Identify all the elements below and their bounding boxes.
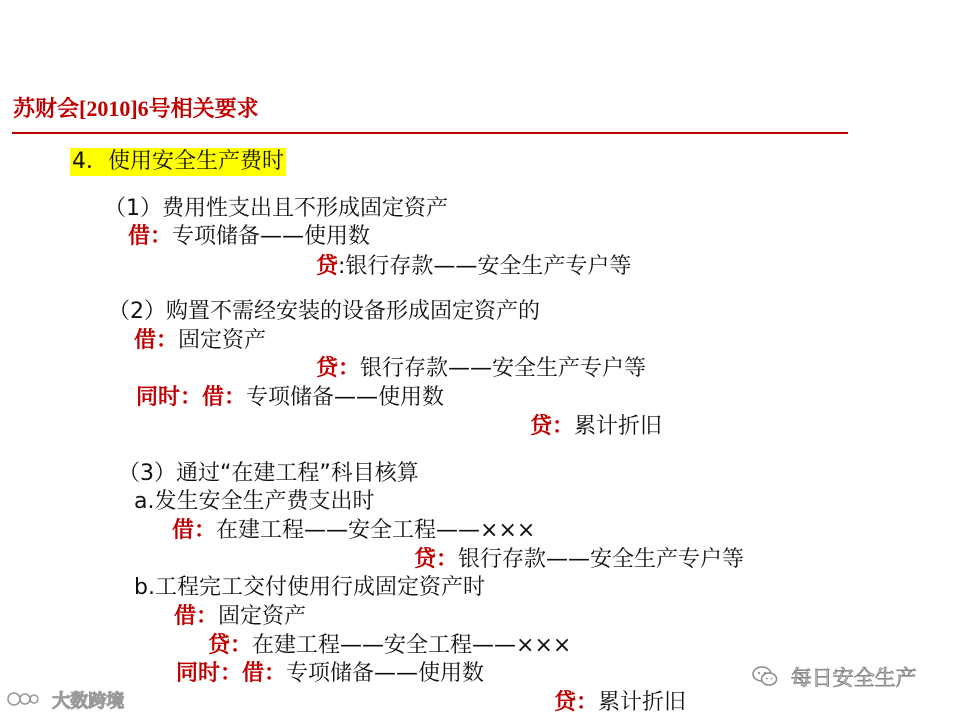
title-divider	[12, 132, 848, 134]
account-watermark	[752, 664, 917, 694]
also-label: 同时：借：	[136, 385, 247, 410]
item3-b-debit-line	[174, 604, 306, 630]
also-text: 专项储备——使用数	[286, 661, 485, 686]
credit-label: 贷：	[316, 356, 361, 381]
debit-label: 借：	[174, 604, 219, 629]
section-heading: 4．使用安全生产费时	[72, 149, 284, 174]
debit-text: 专项储备——使用数	[172, 224, 371, 249]
credit-text: :银行存款——安全生产专户等	[338, 254, 632, 279]
item3-b-heading: b.工程完工交付使用行成固定资产时	[134, 575, 485, 600]
item1-heading: （1）费用性支出且不形成固定资产	[104, 196, 448, 221]
debit-label: 借：	[172, 518, 217, 543]
credit-label: 贷：	[530, 414, 575, 439]
item3-a-heading: a.发生安全生产费支出时	[134, 489, 375, 514]
credit-text: 银行存款——安全生产专户等	[458, 547, 745, 572]
source-watermark	[6, 690, 124, 714]
also-text: 专项储备——使用数	[246, 385, 445, 410]
item2-heading: （2）购置不需经安装的设备形成固定资产的	[108, 299, 540, 324]
item3-b-credit-line	[208, 633, 571, 659]
credit-text: 累计折旧	[598, 690, 687, 715]
debit-label: 借：	[128, 224, 173, 249]
circle-logo-icon	[6, 690, 40, 714]
account-watermark-text: 每日安全生产	[790, 666, 917, 690]
item1-credit-line	[316, 254, 631, 280]
debit-text: 固定资产	[218, 604, 307, 629]
credit-text: 在建工程——安全工程——×××	[252, 633, 572, 658]
credit-label: 贷：	[414, 547, 459, 572]
item3-a-credit-line	[414, 547, 744, 573]
page-title: 苏财会[2010]6号相关要求	[13, 96, 259, 121]
debit-text: 在建工程——安全工程——×××	[216, 518, 536, 543]
wechat-icon	[752, 665, 778, 694]
item3-a-debit-line	[172, 518, 535, 544]
credit-label: 贷	[316, 254, 339, 279]
item3-b-also-credit-line	[554, 690, 686, 716]
source-watermark-text: 大数跨境	[52, 691, 125, 712]
debit-label: 借：	[134, 328, 179, 353]
item2-debit-line	[134, 328, 266, 354]
item3-heading: （3）通过“在建工程”科目核算	[118, 461, 419, 486]
credit-text: 累计折旧	[574, 414, 663, 439]
debit-text: 固定资产	[178, 328, 267, 353]
item3-b-also-line	[176, 661, 484, 687]
also-label: 同时：借：	[176, 661, 287, 686]
credit-label: 贷：	[554, 690, 599, 715]
credit-text: 银行存款——安全生产专户等	[360, 356, 647, 381]
item2-also-line	[136, 385, 444, 411]
item2-credit-line	[316, 356, 646, 382]
item2-also-credit-line	[530, 414, 662, 440]
credit-label: 贷：	[208, 633, 253, 658]
item1-debit-line	[128, 224, 370, 250]
